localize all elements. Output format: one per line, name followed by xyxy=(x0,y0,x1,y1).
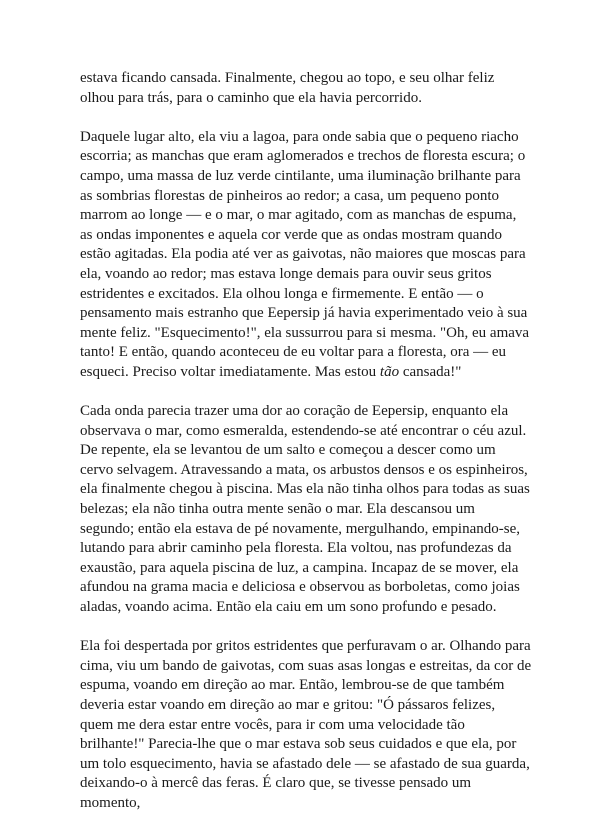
paragraph-2-emphasis: tão xyxy=(379,363,400,380)
paragraph-4: Ela foi despertada por gritos estridentes que perfuravam o ar. Olhando para cima, viu um bando de gaivotas, com suas asas longas e estreitas, da cor de espuma, voando em direção ao mar. Então, lembrou-se de que também deveria estar voando em direção ao mar e gritou: "Ó pássaros felizes, quem me dera estar entre vocês, para ir com uma velocidade tão brilhante!" Parecia-lhe que o mar estava sob seus cuidados e que ela, por um tolo esquecimento, havia se afastado dele — se afastado de sua guarda, deixando-o à mercê das feras. É claro que, se tivesse pensado um momento, xyxy=(80,638,532,811)
document-page xyxy=(80,69,532,814)
paragraph-2-text-before: Daquele lugar alto, ela viu a lagoa, para onde sabia que o pequeno riacho escorria; as manchas que eram aglomerados e trechos de floresta escura; o campo, uma massa de luz verde cintilante, uma iluminação brilhante para as sombrias florestas de pinheiros ao redor; a casa, um pequeno ponto marrom ao longe — e o mar, o mar agitado, com as manchas de espuma, as ondas imponentes e aquela cor verde que as ondas mostram quando estão agitadas. Ela podia até ver as gaivotas, não maiores que moscas para ela, voando ao redor; mas estava longe demais para ouvir seus gritos estridentes e excitados. Ela olhou longa e firmemente. E então — o pensamento mais estranho que Eepersip já havia experimentado veio à sua mente feliz. "Esquecimento!", ela sussurrou para si mesma. "Oh, eu amava tanto! E então, quando aconteceu de eu voltar para a floresta, ora — eu esqueci. Preciso voltar imediatamente. Mas estou xyxy=(80,128,530,380)
paragraph-2-text-after: cansada!" xyxy=(399,363,462,380)
paragraph-1: estava ficando cansada. Finalmente, chegou ao topo, e seu olhar feliz olhou para trás, para o caminho que ela havia percorrido. xyxy=(80,70,495,106)
paragraph-3: Cada onda parecia trazer uma dor ao coração de Eepersip, enquanto ela observava o mar, como esmeralda, estendendo-se até encontrar o céu azul. De repente, ela se levantou de um salto e começou a descer como um cervo selvagem. Atravessando a mata, os arbustos densos e os espinheiros, ela finalmente chegou à piscina. Mas ela não tinha olhos para todas as suas belezas; ela não tinha outra mente senão o mar. Ela descansou um segundo; então ela estava de pé novamente, mergulhando, empinando-se, lutando para abrir caminho pela floresta. Ela voltou, nas profundezas da exaustão, para aquela piscina de luz, a campina. Incapaz de se mover, ela afundou na grama macia e deliciosa e observou as borboletas, como joias aladas, voando acima. Então ela caiu em um sono profundo e pesado. xyxy=(80,403,530,616)
paragraph-2 xyxy=(80,128,532,383)
